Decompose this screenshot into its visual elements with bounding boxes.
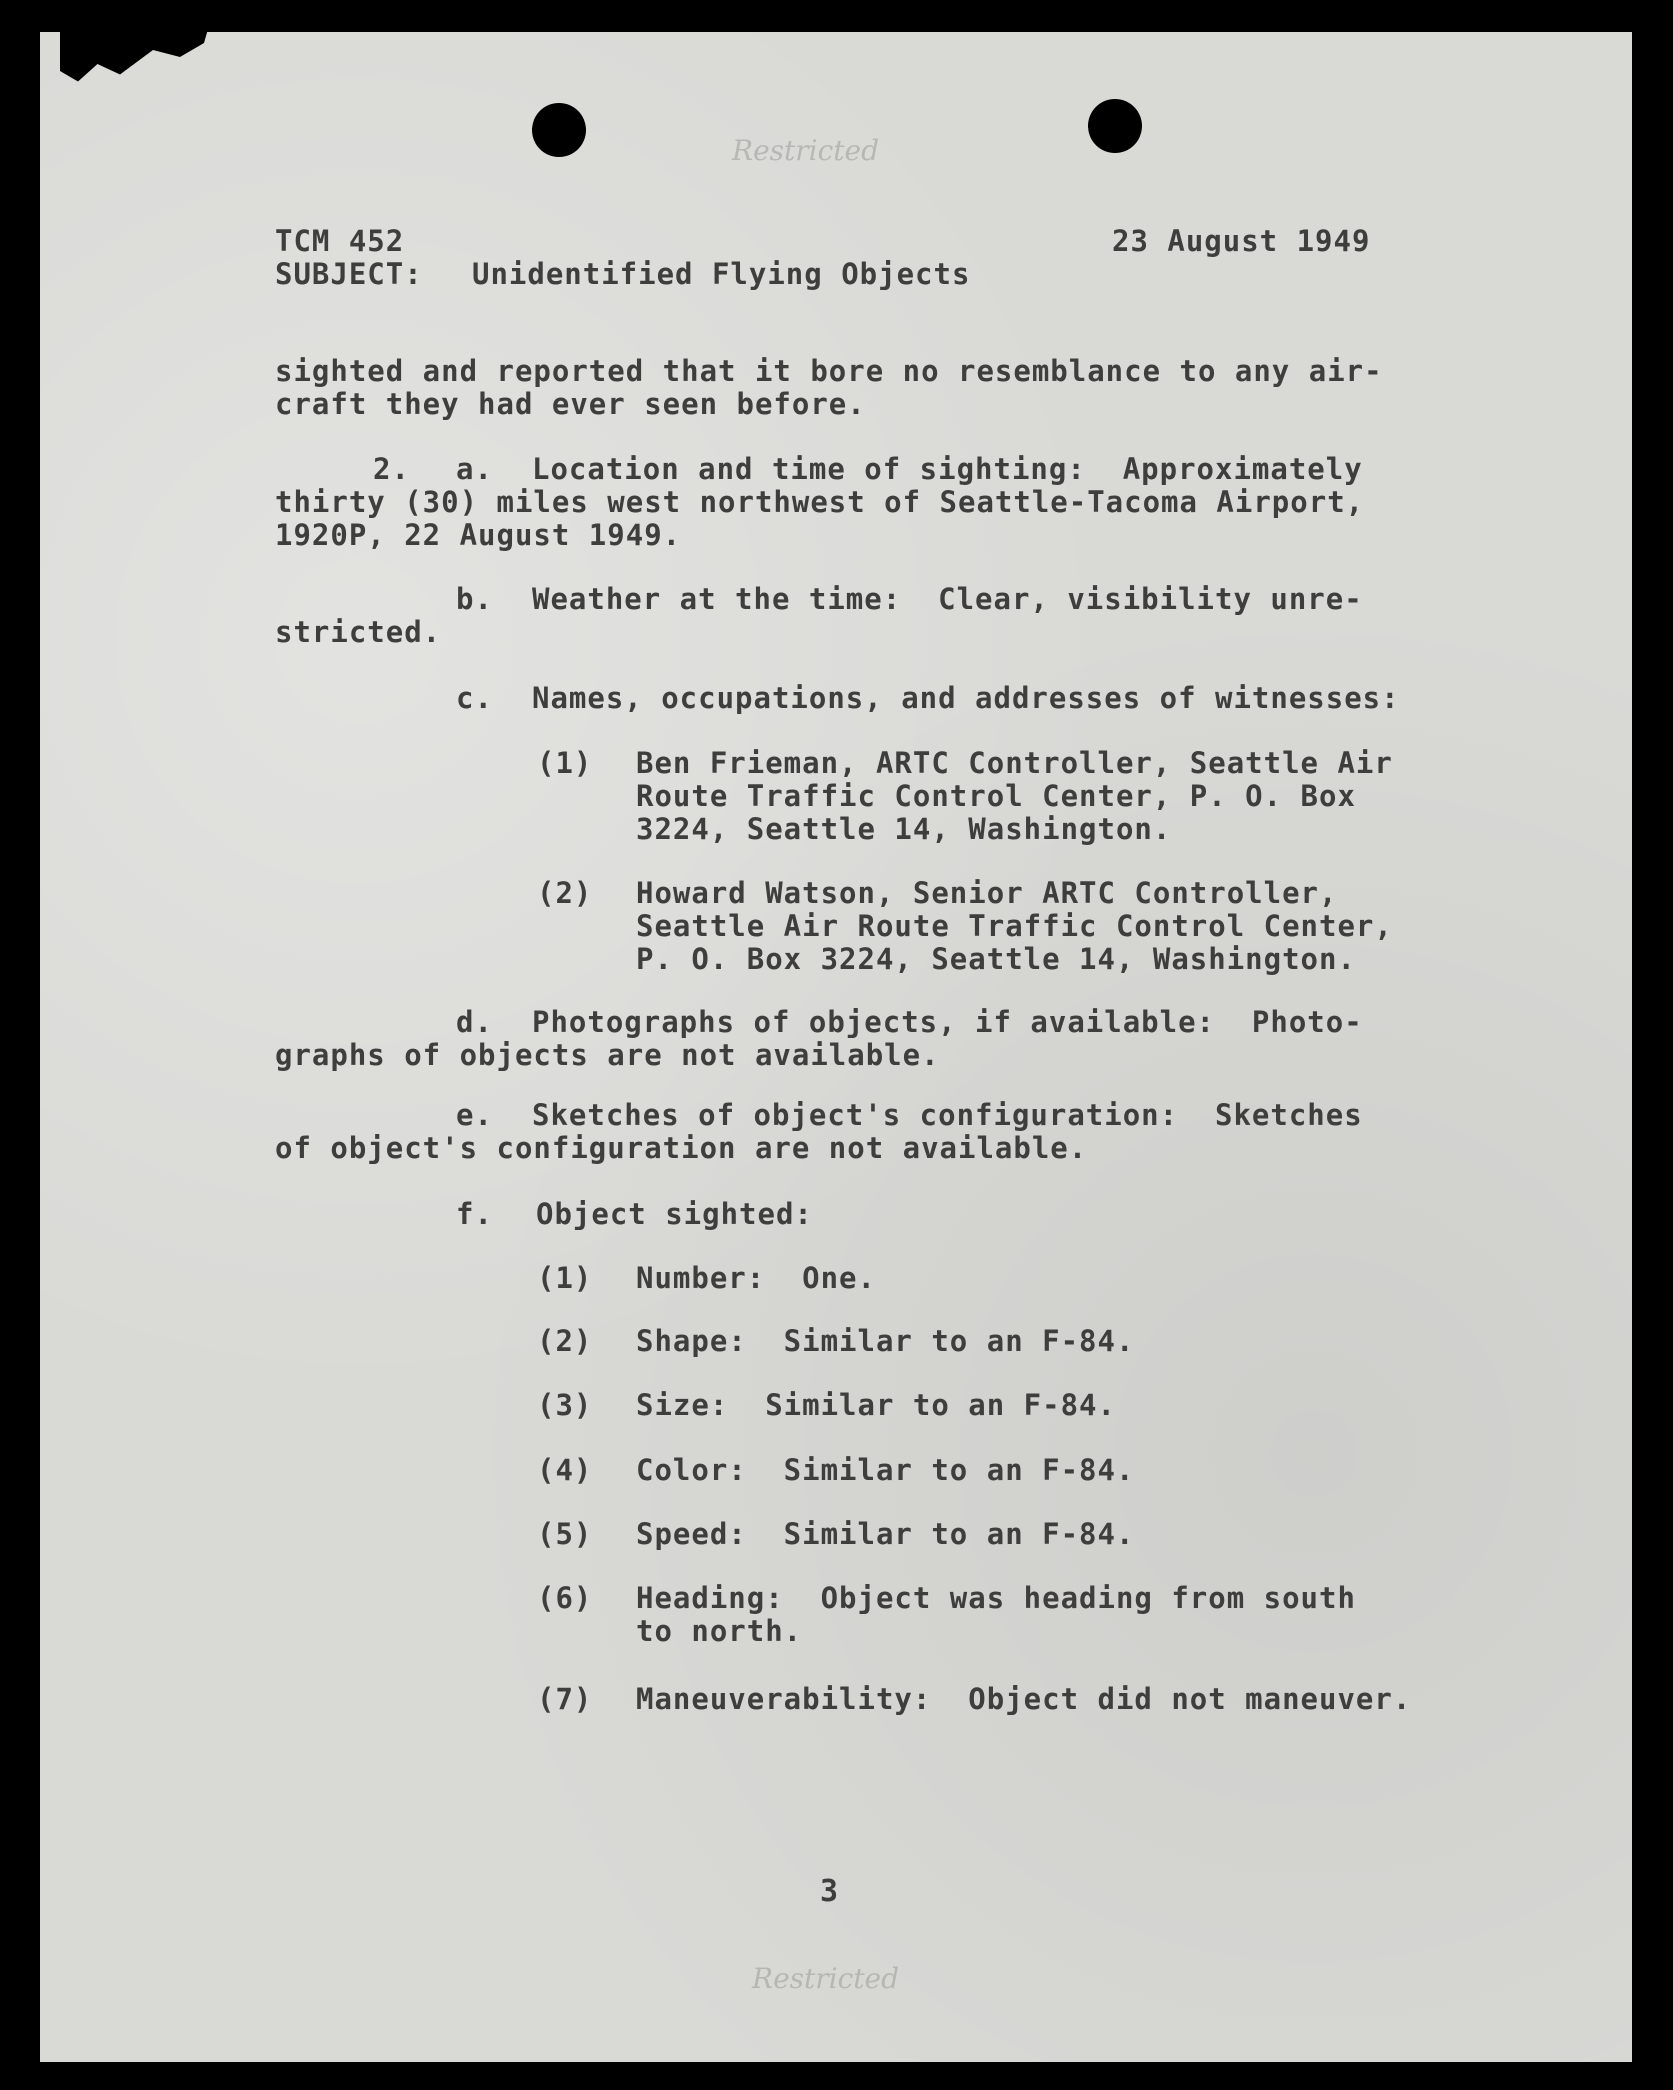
item-c-text: Names, occupations, and addresses of witnesses: bbox=[532, 681, 1400, 715]
restricted-stamp-top: Restricted bbox=[732, 134, 880, 167]
item-f-text: Object sighted: bbox=[536, 1197, 813, 1231]
object-7-number: (7) bbox=[537, 1682, 593, 1716]
subject-text: Unidentified Flying Objects bbox=[472, 257, 971, 291]
item-a-letter: a. bbox=[456, 452, 493, 486]
item-f-letter: f. bbox=[456, 1197, 493, 1231]
witness-1-line-1: Ben Frieman, ARTC Controller, Seattle Air bbox=[636, 746, 1393, 780]
item-d-line-1: Photographs of objects, if available: Photo- bbox=[532, 1005, 1363, 1039]
item-b-line-1: Weather at the time: Clear, visibility unre- bbox=[532, 582, 1363, 616]
object-1-number: (1) bbox=[537, 1261, 593, 1295]
object-4-number: (4) bbox=[537, 1453, 593, 1487]
item-c-letter: c. bbox=[456, 681, 493, 715]
memo-id: TCM 452 bbox=[275, 224, 405, 258]
object-6-number: (6) bbox=[537, 1581, 593, 1615]
object-1-line-1: Number: One. bbox=[636, 1261, 876, 1295]
object-2-line-1: Shape: Similar to an F-84. bbox=[636, 1324, 1135, 1358]
item-e-line-2: of object's configuration are not available. bbox=[275, 1131, 1088, 1165]
object-6-line-2: to north. bbox=[636, 1614, 803, 1648]
object-7-line-1: Maneuverability: Object did not maneuver. bbox=[636, 1682, 1412, 1716]
witness-2-line-3: P. O. Box 3224, Seattle 14, Washington. bbox=[636, 942, 1356, 976]
witness-2-line-2: Seattle Air Route Traffic Control Center, bbox=[636, 909, 1393, 943]
punch-hole-left bbox=[532, 103, 586, 157]
item-a-line-1: Location and time of sighting: Approximately bbox=[532, 452, 1363, 486]
witness-2-line-1: Howard Watson, Senior ARTC Controller, bbox=[636, 876, 1338, 910]
item-a-line-2: thirty (30) miles west northwest of Seattle-Tacoma Airport, bbox=[275, 485, 1365, 519]
object-4-line-1: Color: Similar to an F-84. bbox=[636, 1453, 1135, 1487]
intro-line-1: sighted and reported that it bore no resemblance to any air- bbox=[275, 354, 1383, 388]
object-6-line-1: Heading: Object was heading from south bbox=[636, 1581, 1356, 1615]
restricted-stamp-bottom: Restricted bbox=[752, 1962, 900, 1995]
object-3-line-1: Size: Similar to an F-84. bbox=[636, 1388, 1116, 1422]
object-5-number: (5) bbox=[537, 1517, 593, 1551]
item-e-letter: e. bbox=[456, 1098, 493, 1132]
item-a-line-3: 1920P, 22 August 1949. bbox=[275, 518, 682, 552]
witness-1-number: (1) bbox=[537, 746, 593, 780]
memo-date: 23 August 1949 bbox=[1112, 224, 1371, 258]
subject-label: SUBJECT: bbox=[275, 257, 423, 291]
witness-1-line-2: Route Traffic Control Center, P. O. Box bbox=[636, 779, 1356, 813]
item-d-letter: d. bbox=[456, 1005, 493, 1039]
object-2-number: (2) bbox=[537, 1324, 593, 1358]
intro-line-2: craft they had ever seen before. bbox=[275, 387, 866, 421]
punch-hole-right bbox=[1088, 99, 1142, 153]
item-e-line-1: Sketches of object's configuration: Sketches bbox=[532, 1098, 1363, 1132]
item-d-line-2: graphs of objects are not available. bbox=[275, 1038, 940, 1072]
page-number: 3 bbox=[820, 1874, 840, 1909]
witness-1-line-3: 3224, Seattle 14, Washington. bbox=[636, 812, 1172, 846]
item-b-line-2: stricted. bbox=[275, 615, 442, 649]
witness-2-number: (2) bbox=[537, 876, 593, 910]
para2-number: 2. bbox=[373, 452, 410, 486]
object-3-number: (3) bbox=[537, 1388, 593, 1422]
item-b-letter: b. bbox=[456, 582, 493, 616]
object-5-line-1: Speed: Similar to an F-84. bbox=[636, 1517, 1135, 1551]
